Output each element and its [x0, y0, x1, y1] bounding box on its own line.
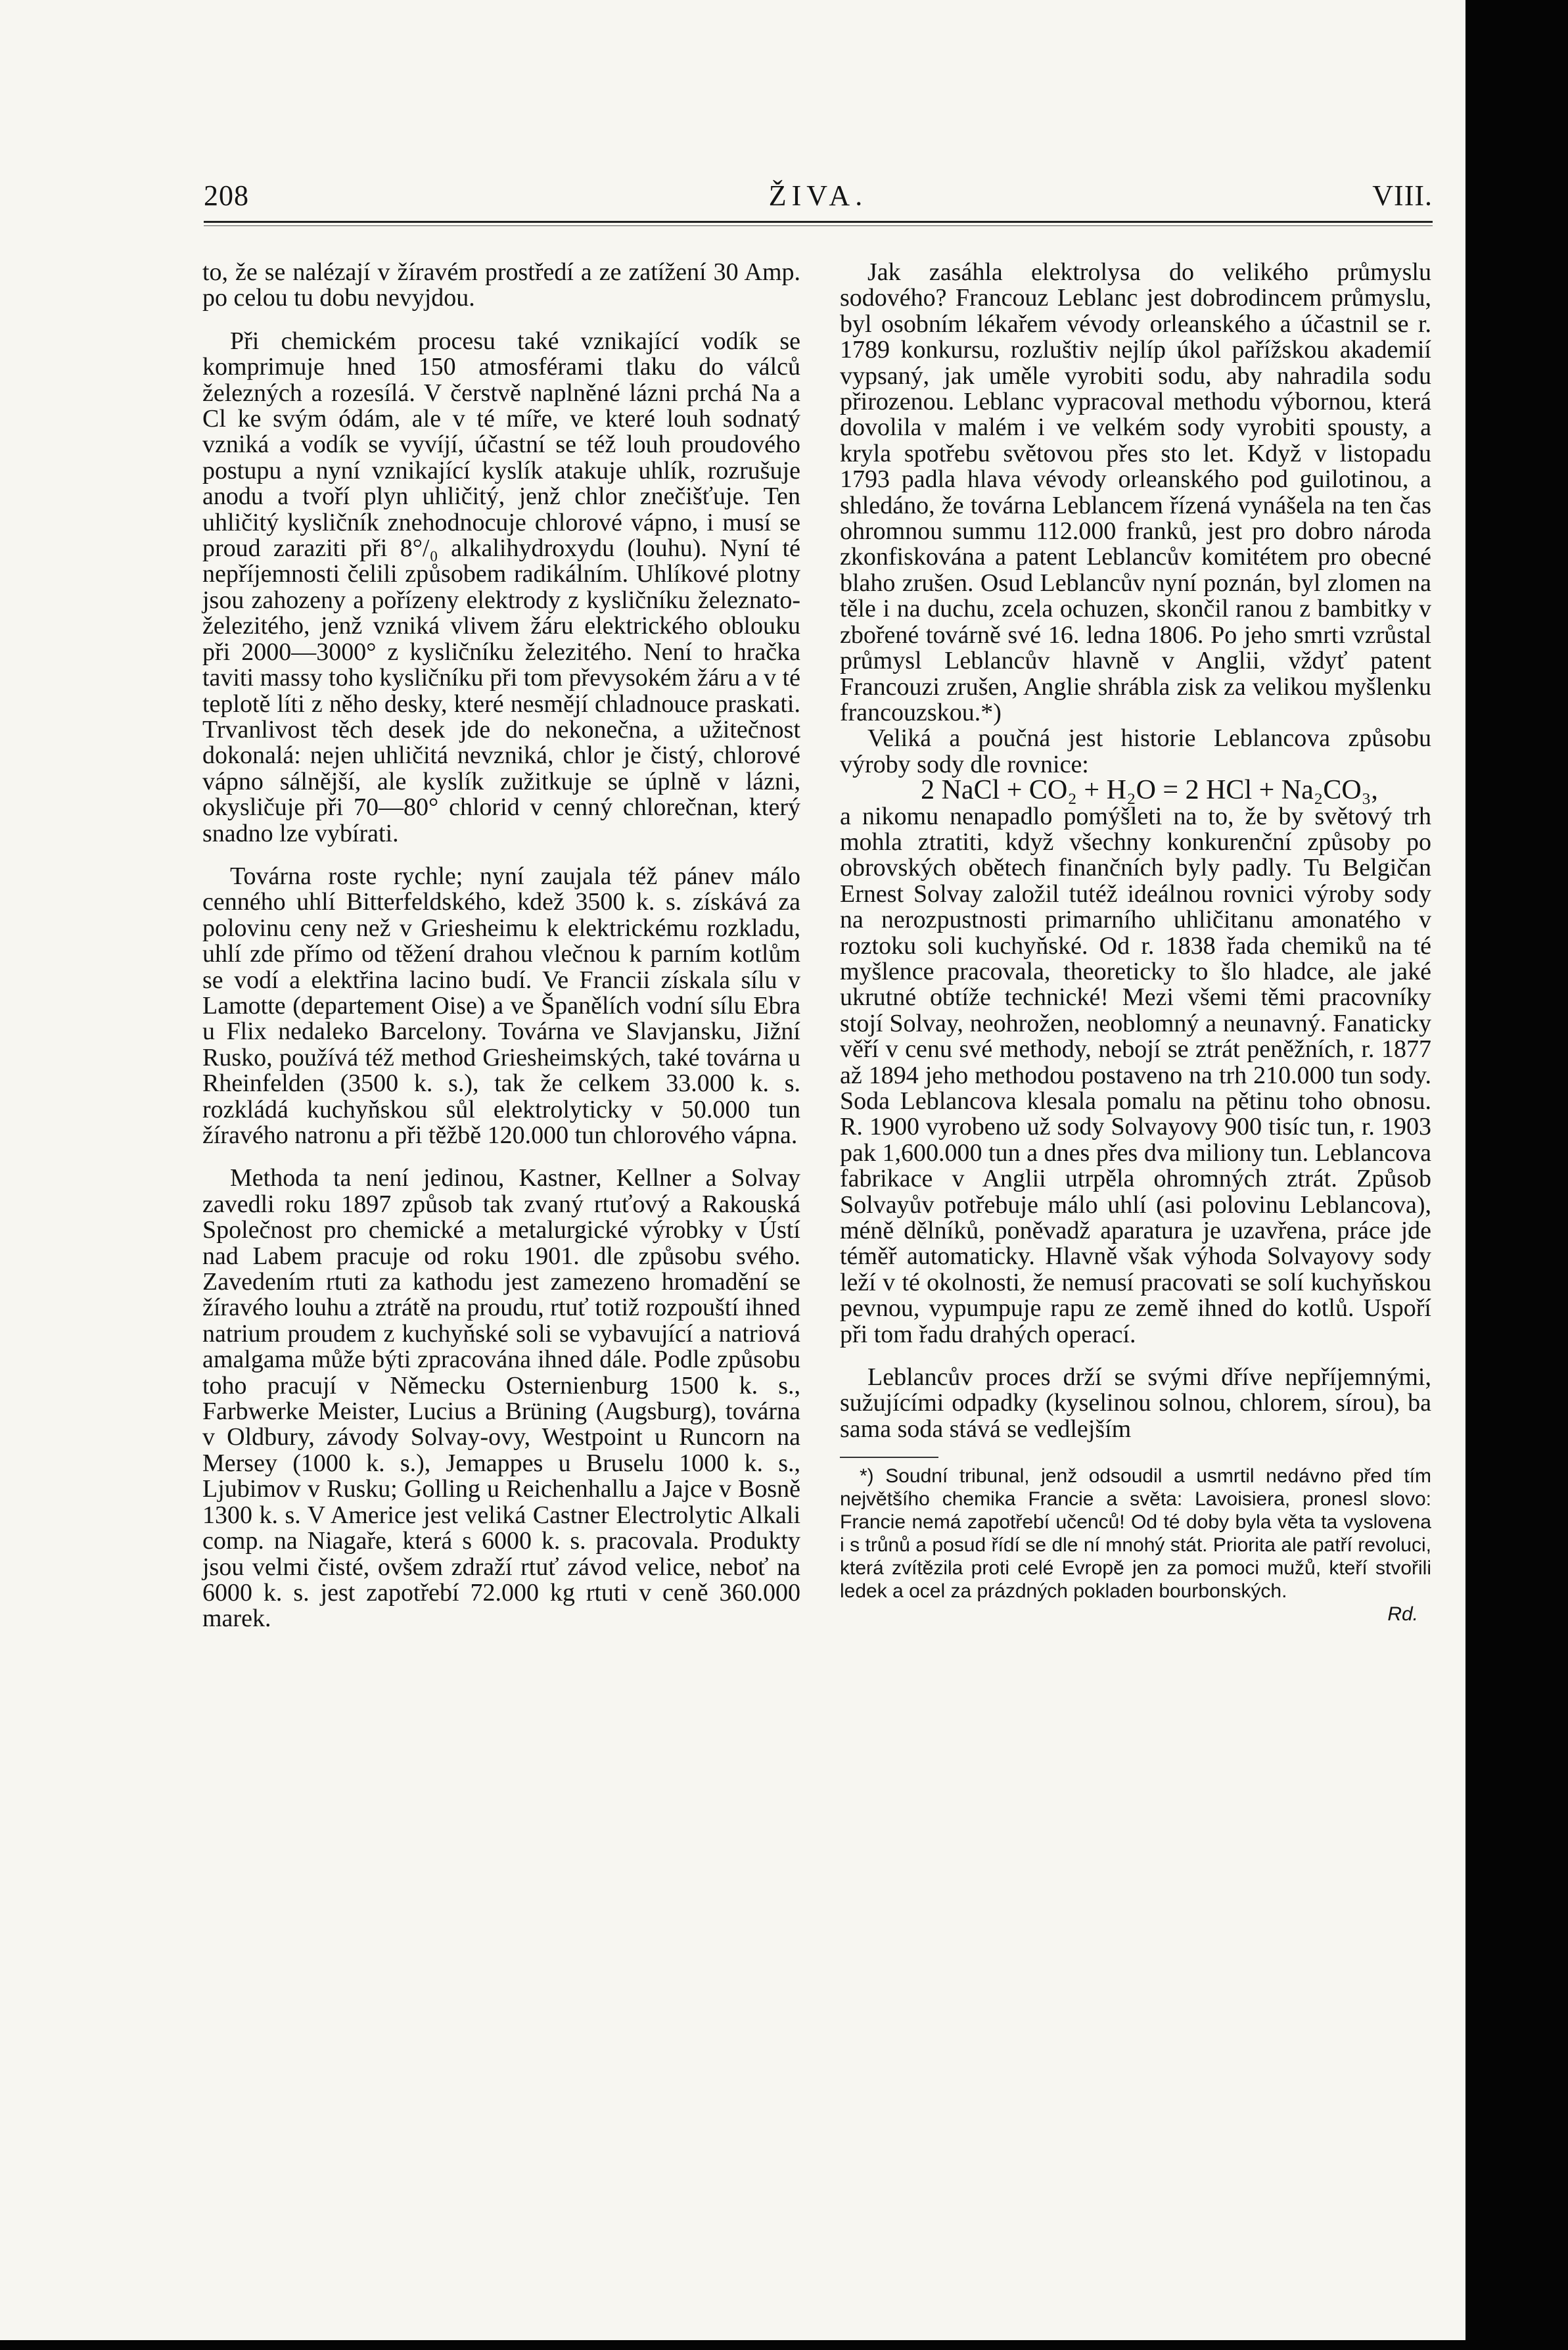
chemical-equation: 2 NaCl + CO₂ + H₂O = 2 HCl + Na₂CO₃, [921, 775, 1378, 806]
page-number: 208 [204, 179, 249, 212]
footnote [840, 1465, 1431, 1626]
paragraph: Leblancův proces drží se svými dříve nepříjemnými, sužujícími odpadky (kyselinou solnou, chlorem, sírou), ba sama soda stává se vedlejším [840, 1363, 1431, 1443]
paragraph: Jak zasáhla elektrolysa do velikého průmyslu sodového? Francouz Leblanc jest dobrodincem průmyslu, byl osobním lékařem vévody orleanského a účastnil se r. 1789 konkursu, rozluštiv nejlíp úkol pařížskou akademií vypsaný, jak uměle vyrobiti sodu, aby nahradila sodu přirozenou. Leblanc vypracoval methodu výbornou, která dovolila v malém i ve velkém sody vyrobiti spousty, a kryla spotřebu světovou přes sto let. Když v listopadu 1793 padla hlava vévody orleanského pod guilotinou, a shledáno, že továrna Leblancem řízená vynášela na ten čas ohromnou summu 112.000 franků, jest pro dobro národa zkonfiskována a patent Leblancův komitétem pro obecné blaho zrušen. Osud Leblancův nyní poznán, byl zlomen na těle i na duchu, zcela ochuzen, skončil ranou z bambitky v zbořené továrně své 16. ledna 1806. Po jeho smrti vzrůstal průmysl Leblancův hlavně v Anglii, vždyť patent Francouzi zrušen, Anglie shrábla zisk za velikou myšlenku francouzskou.*) [840, 258, 1431, 726]
right-column [840, 260, 1431, 1626]
journal-title: ŽIVA. [768, 179, 868, 212]
paragraph: a nikomu nenapadlo pomýšleti na to, že by světový trh mohla ztratiti, když všechny konkurenční způsoby po obrovských obětech finančních byly padly. Tu Belgičan Ernest Solvay založil tutéž ideálnou rovnici výroby sody na nerozpustnosti primarního uhličitanu amonatého v roztoku soli kuchyňské. Od r. 1838 řada chemiků na té myšlence pracovala, theoreticky to šlo hladce, ale jaké ukrutné obtíže technické! Mezi všemi těmi pracovníky stojí Solvay, neohrožen, neoblomný a neunavný. Fanaticky věří v cenu své methody, nebojí se ztrát peněžních, r. 1877 až 1894 jeho methodou postaveno na trh 210.000 tun sody. Soda Leblancova klesala pomalu na pětinu toho obnosu. R. 1900 vyrobeno už sody Solvayovy 900 tisíc tun, r. 1903 pak 1,600.000 tun a dnes přes dva miliony tun. Leblancova fabrikace v Anglii utrpěla ohromných ztrát. Způsob Solvayův potřebuje málo uhlí (asi polovinu Leblancova), méně dělníků, poněvadž aparatura je uzavřena, práce jde téměř automaticky. Hlavně však výhoda Solvayovy sody leží v té okolnosti, že nemusí pracovati se solí kuchyňskou pevnou, vypumpuje rapu ze země ihned do kotlů. Uspoří při tom řadu drahých operací. [840, 802, 1431, 1348]
left-column [202, 260, 800, 1632]
paragraph: Veliká a poučná jest historie Leblancova způsobu výroby sody dle rovnice: [840, 724, 1431, 778]
header-rule-thin [204, 225, 1433, 226]
page-header [204, 179, 1433, 218]
header-rule [204, 221, 1433, 223]
footnote-rule [840, 1457, 938, 1458]
paragraph: to, že se nalézají v žíravém prostředí a ze zatížení 30 Amp. po celou tu dobu nevyjdou. [202, 258, 800, 312]
paragraph: Továrna roste rychle; nyní zaujala též pánev málo cenného uhlí Bitterfeldského, kdež 3500 k. s. získává za polovinu ceny než v Griesheimu k elektrickému rozkladu, uhlí zde přímo od těžení drahou vlečnou k parním kotlům se vodí a elektřina lacino budí. Ve Francii získala sílu v Lamotte (departement Oise) a ve Španělích vodní sílu Ebra u Flix nedaleko Barcelony. Továrna ve Slavjansku, Jižní Rusko, používá též method Griesheimských, také továrna u Rheinfelden (3500 k. s.), tak že celkem 33.000 k. s. rozkládá kuchyňskou sůl elektrolyticky v 50.000 tun žíravého natronu a při těžbě 120.000 tun chlorového vápna. [202, 862, 800, 1149]
paragraph: Methoda ta není jedinou, Kastner, Kellner a Solvay zavedli roku 1897 způsob tak zvaný rtuťový a Rakouská Společnost pro chemické a metalurgické výrobky v Ústí nad Labem pracuje od roku 1901. dle způsobu svého. Zavedením rtuti za kathodu jest zamezeno hromadění se žíravého louhu a ztrátě na proudu, rtuť totiž rozpouští ihned natrium proudem z kuchyňské soli se vybavující a natriová amalgama může býti zpracována ihned dále. Podle způsobu toho pracují v Německu Osternienburg 1500 k. s., Farbwerke Meister, Lucius a Brüning (Augsburg), továrna v Oldbury, závody Solvay-ovy, Westpoint u Runcorn na Mersey (1000 k. s.), Jemappes u Bruselu 1000 k. s., Ljubimov v Rusku; Golling u Reichenhallu a Jajce v Bosně 1300 k. s. V Americe jest veliká Castner Electrolytic Alkali comp. na Niagaře, která s 6000 k. s. pracovala. Produkty jsou velmi čisté, ovšem zdraží rtuť závod velice, neboť na 6000 k. s. jest zapotřebí 72.000 kg rtuti v ceně 360.000 marek. [202, 1164, 800, 1633]
paragraph: Při chemickém procesu také vznikající vodík se komprimuje hned 150 atmosférami tlaku do válců železných a rozesílá. V čerstvě naplněné lázni prchá Na a Cl ke svým ódám, ale v té míře, ve které louh sodnatý vzniká a vodík se vyvíjí, účastní se též louh proudového postupu a nyní vznikající kyslík atakuje uhlík, rozrušuje anodu a tvoří plyn uhličitý, jenž chlor znečišťuje. Ten uhličitý kysličník znehodnocuje chlorové vápno, i musí se proud zaraziti při 8°/₀ alkalihydroxydu (louhu). Nyní té nepříjemnosti čelili způsobem radikálním. Uhlíkové plotny jsou zahozeny a pořízeny elektrody z kysličníku železnato-železitého, jenž vzniká vlivem žáru elektrického oblouku při 2000—3000° z kysličníku železitého. Není to hračka taviti massy toho kysličníku při tom převysokém žáru a v té teplotě líti z něho desky, které nesmějí chladnouce praskati. Trvanlivost těch desek jde do nekonečna, a užitečnost dokonalá: nejen uhličitá nevzniká, chlor je čistý, chlorové vápno sálnější, ale kyslík zužitkuje se úplně v lázni, okysličuje při 70—80° chlorid v cenný chlorečnan, který snadno lze vybírati. [202, 327, 800, 847]
volume-number: VIII. [1372, 179, 1433, 212]
footnote-text: *) Soudní tribunal, jenž odsoudil a usmrtil nedávno před tím největšího chemika Francie a světa: Lavoisiera, pronesl slovo: Francie nemá zapotřebí učenců! Od té doby byla věta ta vyslovena i s trůnů a posud řídí se dle ní mnohý stát. Priorita ale patří revoluci, která zvítězila proti celé Evropě jen za pomoci mužů, kteří stvořili ledek a ocel za prázdných pokladen bourbonských. [840, 1465, 1431, 1603]
footnote-signature: Rd. [1387, 1603, 1418, 1626]
